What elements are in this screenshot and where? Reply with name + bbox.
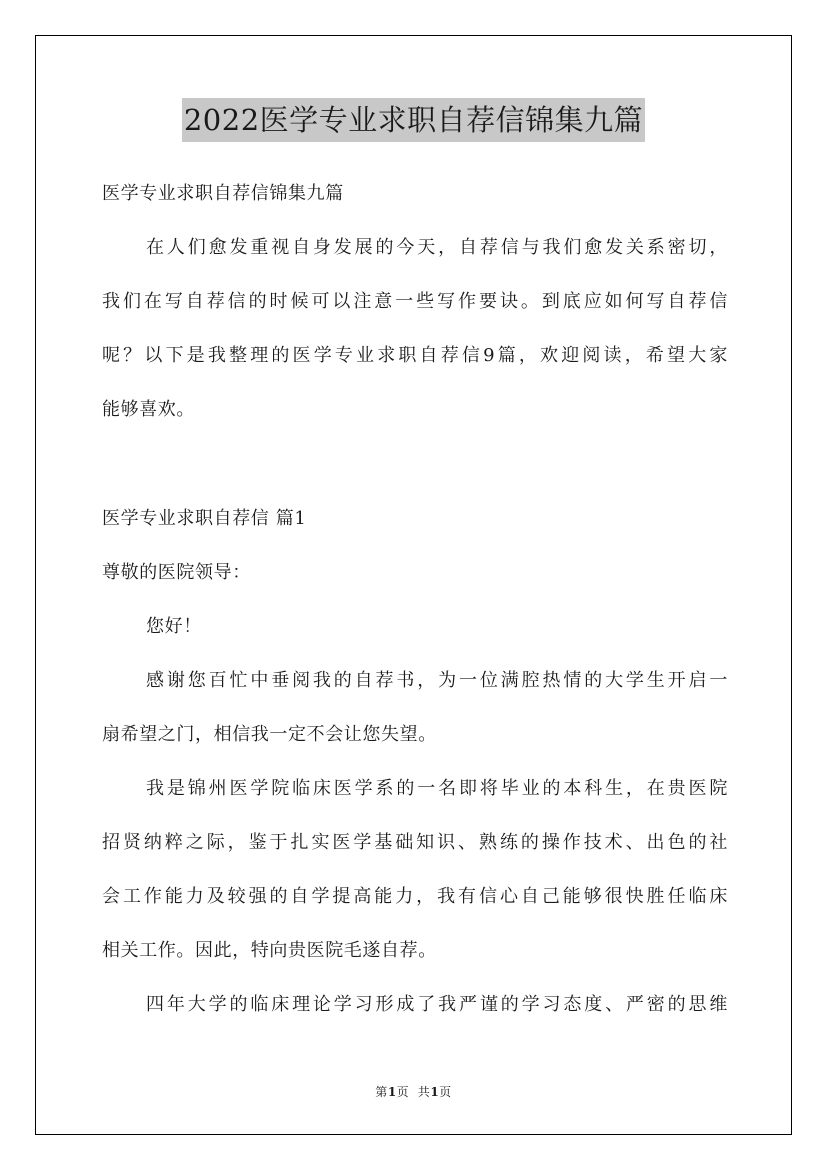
footer-page-total: 1 <box>430 1085 440 1099</box>
section-heading: 医学专业求职自荐信 篇1 <box>102 508 307 529</box>
paragraph-line: 能够喜欢。 <box>102 399 195 420</box>
document-title: 2022医学专业求职自荐信锦集九篇 <box>182 98 645 142</box>
page-footer <box>0 1084 827 1100</box>
subtitle-line: 医学专业求职自荐信锦集九篇 <box>102 183 344 204</box>
footer-label-mid: 页 共 <box>396 1085 431 1099</box>
footer-label-post: 页 <box>439 1085 452 1099</box>
paragraph-line: 感谢您百忙中垂阅我的自荐书，为一位满腔热情的大学生开启一 <box>146 670 728 691</box>
paragraph-line: 我是锦州医学院临床医学系的一名即将毕业的本科生，在贵医院 <box>146 778 728 799</box>
paragraph-line: 四年大学的临床理论学习形成了我严谨的学习态度、严密的思维 <box>146 994 728 1015</box>
paragraph-line: 呢？以下是我整理的医学专业求职自荐信9篇，欢迎阅读，希望大家 <box>102 345 728 366</box>
footer-page-number: 1 <box>387 1085 397 1099</box>
paragraph-line: 招贤纳粹之际，鉴于扎实医学基础知识、熟练的操作技术、出色的社 <box>102 832 728 853</box>
salutation: 尊敬的医院领导： <box>102 562 251 583</box>
footer-label-pre: 第 <box>375 1085 388 1099</box>
paragraph-line: 我们在写自荐信的时候可以注意一些写作要诀。到底应如何写自荐信 <box>102 291 728 312</box>
greeting: 您好！ <box>146 616 202 637</box>
paragraph-line: 相关工作。因此，特向贵医院毛遂自荐。 <box>102 940 437 961</box>
paragraph-line: 扇希望之门，相信我一定不会让您失望。 <box>102 724 437 745</box>
paragraph-line: 在人们愈发重视自身发展的今天，自荐信与我们愈发关系密切， <box>146 237 728 258</box>
title-wrap <box>0 98 827 142</box>
paragraph-line: 会工作能力及较强的自学提高能力，我有信心自己能够很快胜任临床 <box>102 886 728 907</box>
